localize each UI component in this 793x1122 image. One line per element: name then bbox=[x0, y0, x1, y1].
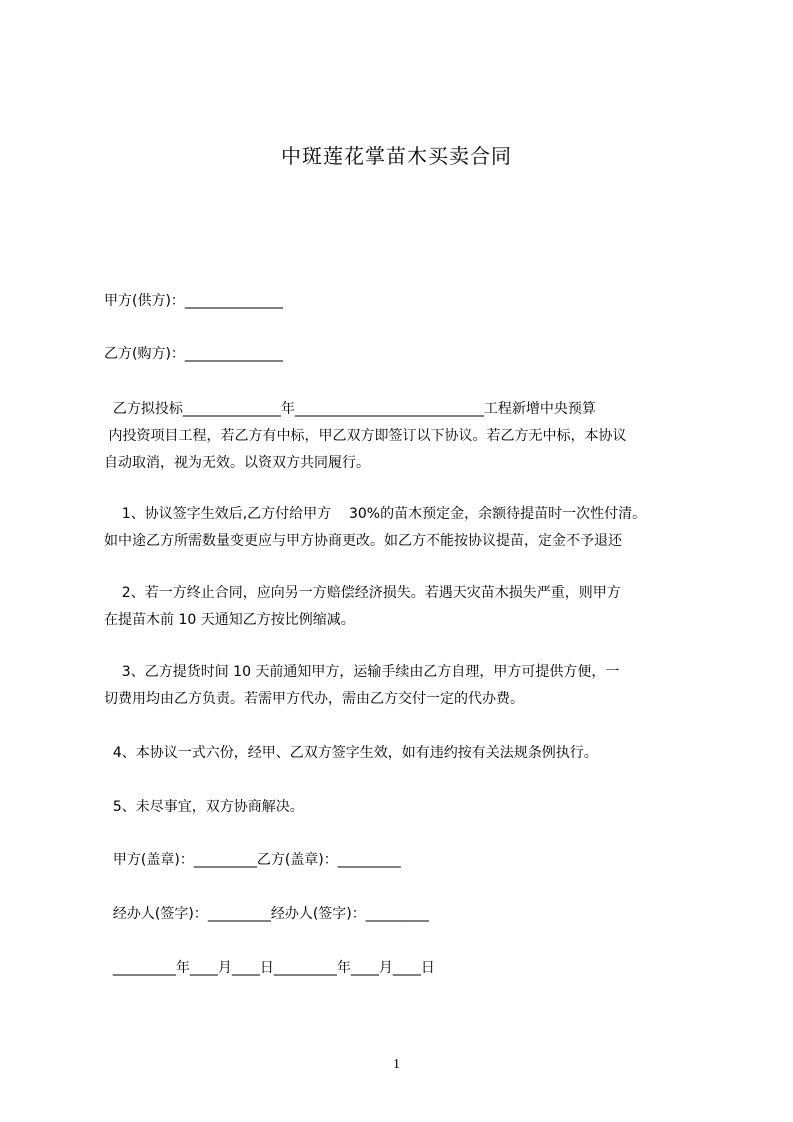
signature-date-line: _________年____月____日_________年____月____日 bbox=[104, 960, 435, 976]
signature-agent-line: 经办人(签字)：_________经办人(签字)：_________ bbox=[104, 906, 429, 922]
clause-1-line-1: 1、协议签字生效后,乙方付给甲方 30%的苗木预定金，余额待提苗时一次性付清。 bbox=[104, 506, 647, 522]
intro-line-1: 乙方拟投标______________年___________________________工程新增中央预算 bbox=[104, 401, 596, 417]
intro-line-2: 内投资项目工程，若乙方有中标，甲乙双方即签订以下协议。若乙方无中标，本协议 bbox=[104, 428, 627, 444]
clause-3-line-1: 3、乙方提货时间 10 天前通知甲方，运输手续由乙方自理，甲方可提供方便，一 bbox=[104, 664, 620, 680]
clause-1-line-2: 如中途乙方所需数量变更应与甲方协商更改。如乙方不能按协议提苗，定金不予退还 bbox=[104, 533, 622, 549]
clause-3-line-2: 切费用均由乙方负责。若需甲方代办，需由乙方交付一定的代办费。 bbox=[104, 691, 524, 707]
party-a-line: 甲方(供方)：______________ bbox=[104, 293, 283, 309]
intro-line-3: 自动取消，视为无效。以资双方共同履行。 bbox=[104, 455, 370, 471]
party-b-line: 乙方(购方)：______________ bbox=[104, 346, 283, 362]
page-number: 1 bbox=[393, 1057, 400, 1072]
signature-seal-line: 甲方(盖章)：_________乙方(盖章)：_________ bbox=[104, 852, 401, 868]
clause-4-line: 4、本协议一式六份，经甲、乙双方签字生效，如有违约按有关法规条例执行。 bbox=[104, 745, 598, 761]
document-title: 中斑莲花掌苗木买卖合同 bbox=[281, 144, 512, 168]
clause-2-line-2: 在提苗木前 10 天通知乙方按比例缩减。 bbox=[104, 612, 355, 628]
clause-5-line: 5、未尽事宜，双方协商解决。 bbox=[104, 799, 304, 815]
clause-2-line-1: 2、若一方终止合同，应向另一方赔偿经济损失。若遇天灾苗木损失严重，则甲方 bbox=[104, 585, 621, 601]
